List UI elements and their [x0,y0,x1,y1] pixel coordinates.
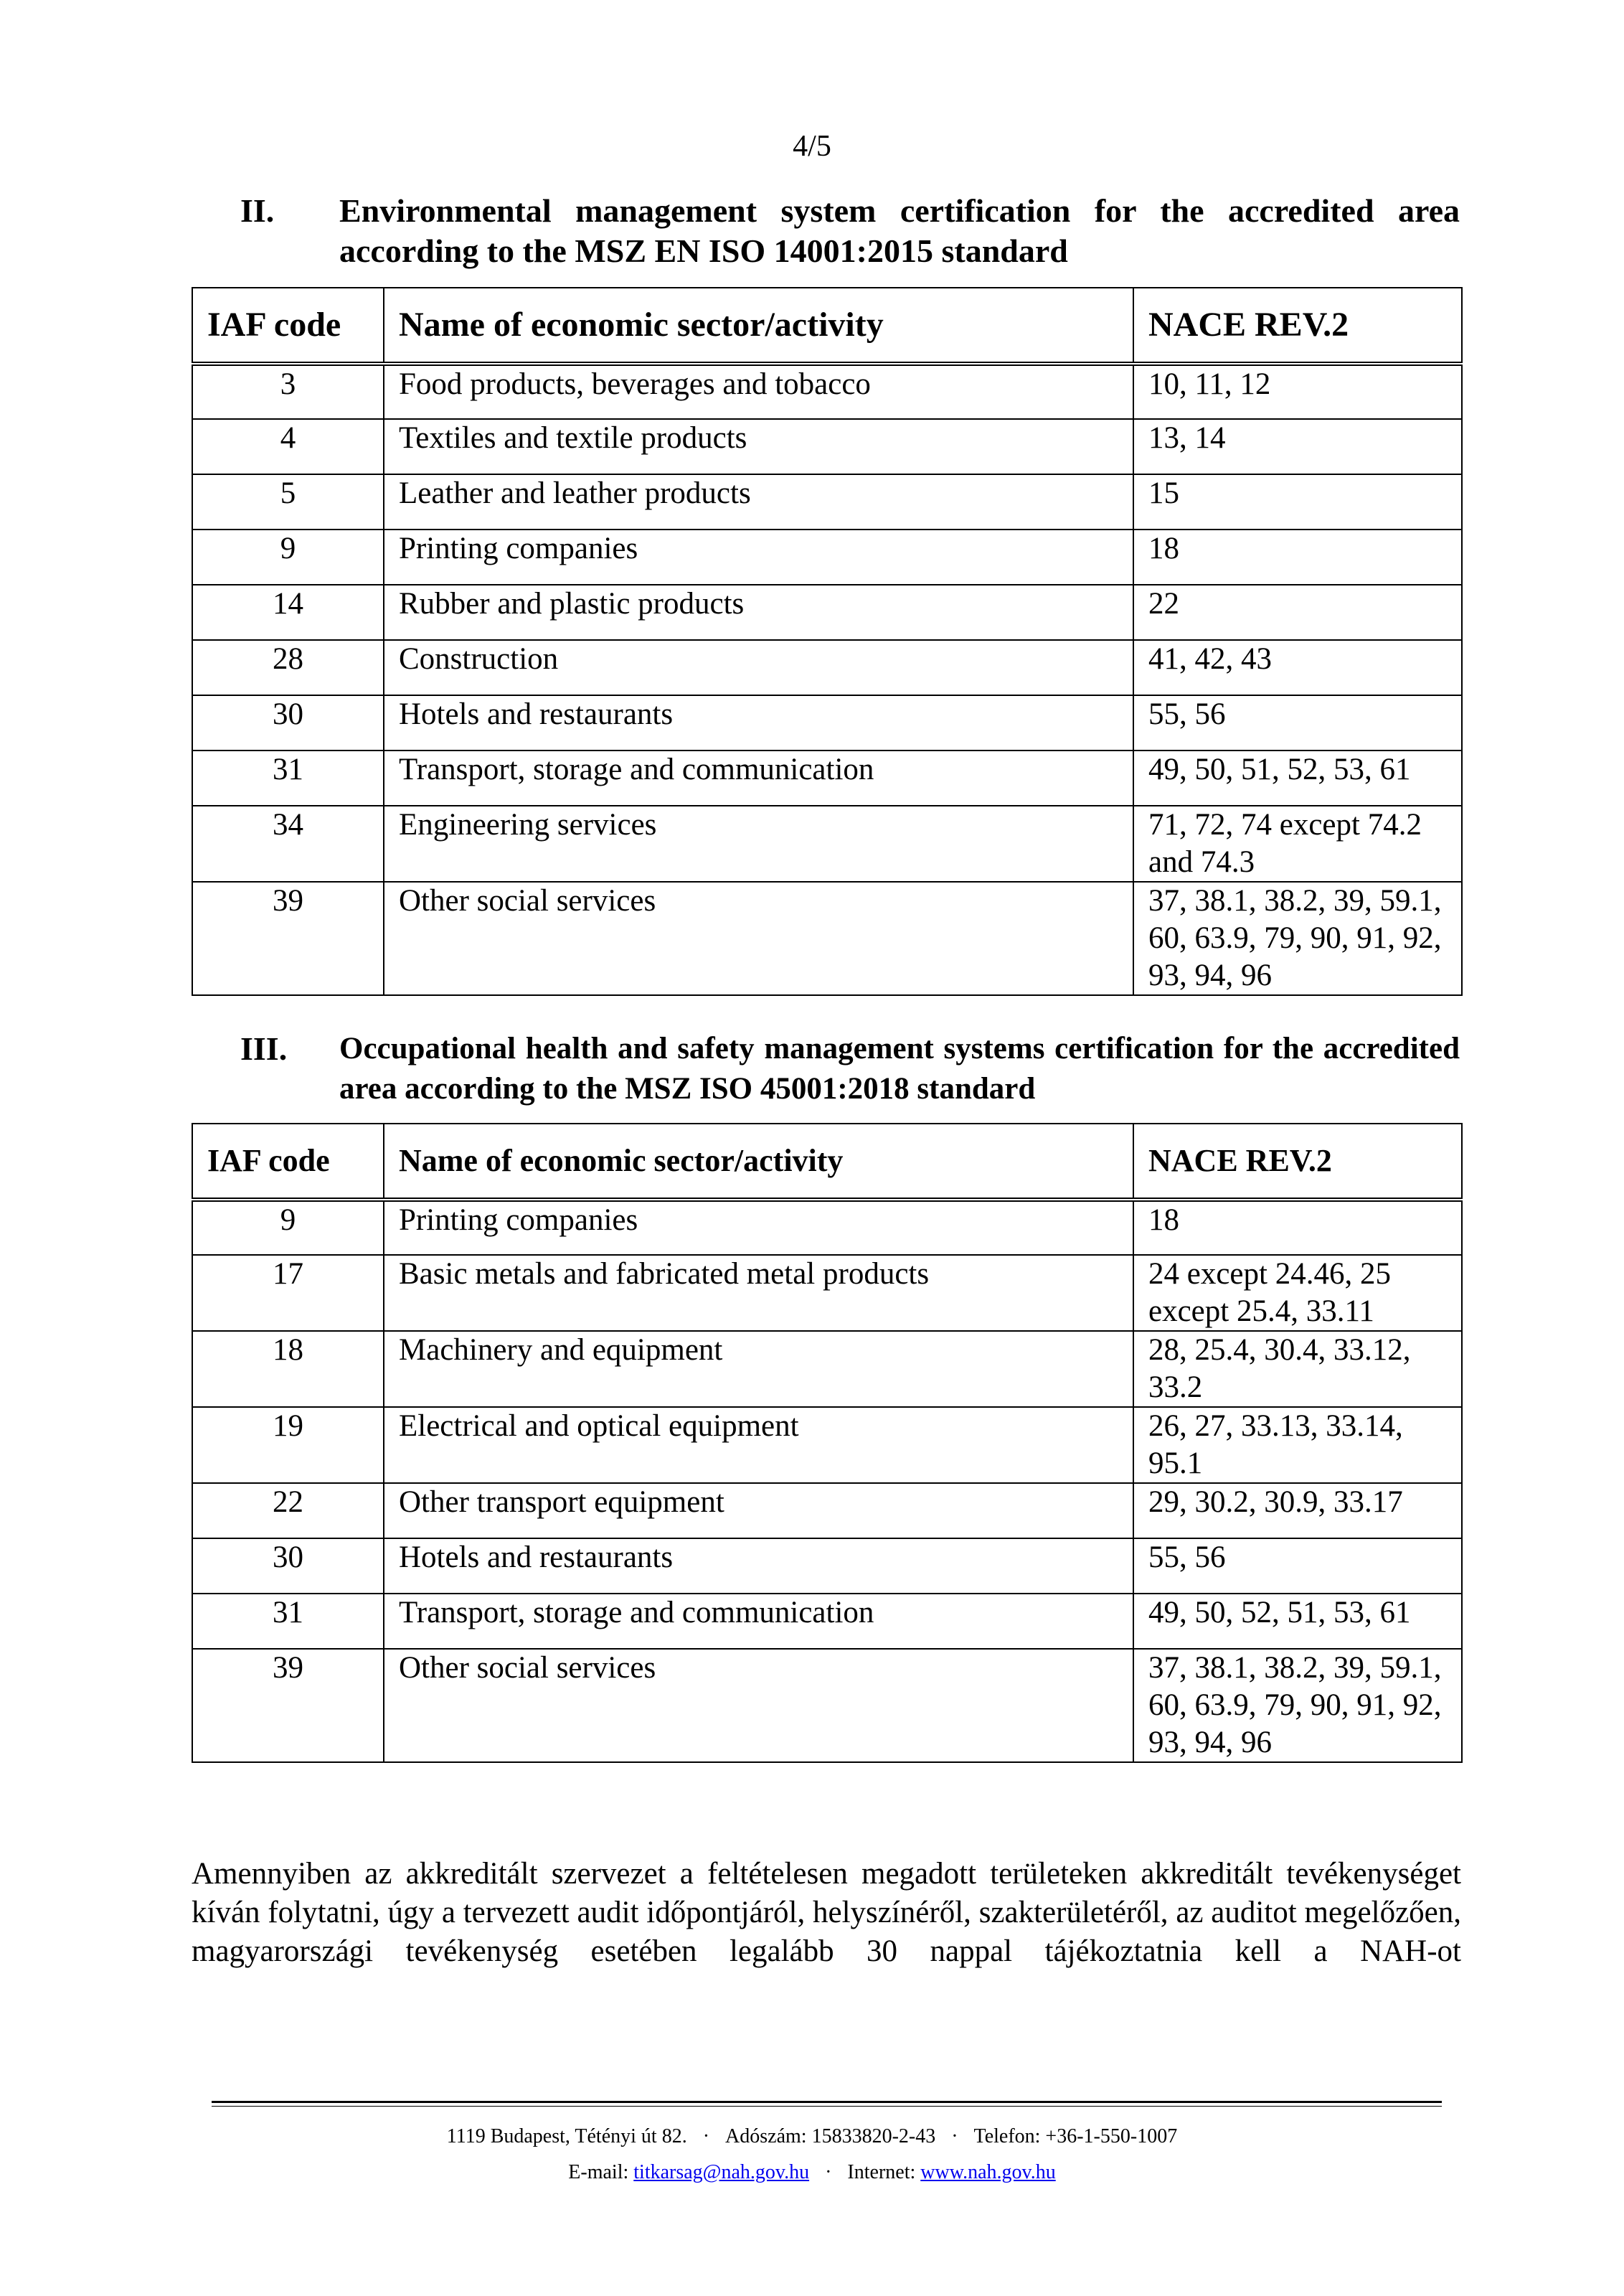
nace-codes-cell: 15 [1133,474,1462,530]
sector-name-cell: Leather and leather products [384,474,1133,530]
nace-codes-cell: 18 [1133,1200,1462,1255]
footer-phone: Telefon: +36-1-550-1007 [973,2125,1178,2147]
iaf-code-cell: 31 [192,751,384,806]
table-header-row [192,1124,1462,1200]
footer-separator: · [825,2161,832,2183]
column-header-sector: Name of economic sector/activity [384,1124,1133,1200]
sector-name-cell: Construction [384,640,1133,695]
iaf-code-cell: 31 [192,1594,384,1649]
page-number: 4/5 [793,130,831,163]
footer-email-label: E-mail: [568,2161,629,2183]
iaf-code-cell: 5 [192,474,384,530]
nace-codes-cell: 41, 42, 43 [1133,640,1462,695]
environmental-scope-table [192,287,1463,996]
table-row [192,751,1462,806]
section-title: Environmental management system certification for the accredited area according to the MSZ EN ISO 14001:2015 standard [339,192,1460,269]
nace-codes-cell: 37, 38.1, 38.2, 39, 59.1, 60, 63.9, 79, 90, 91, 92, 93, 94, 96 [1133,882,1462,995]
footer-divider [212,2101,1442,2107]
ohs-scope-table [192,1123,1463,1763]
sector-name-cell: Printing companies [384,530,1133,585]
sector-name-cell: Other social services [384,1649,1133,1762]
footer-email-link[interactable]: titkarsag@nah.gov.hu [633,2161,810,2183]
iaf-code-cell: 34 [192,806,384,882]
table-body [192,1200,1462,1762]
table-row [192,364,1462,419]
nace-codes-cell: 37, 38.1, 38.2, 39, 59.1, 60, 63.9, 79, 90, 91, 92, 93, 94, 96 [1133,1649,1462,1762]
footer-separator: · [702,2125,710,2147]
footer-website-link[interactable]: www.nah.gov.hu [920,2161,1056,2183]
iaf-code-cell: 28 [192,640,384,695]
column-header-iaf-code: IAF code [192,288,384,364]
table-row [192,1649,1462,1762]
footer-separator: · [951,2125,958,2147]
nace-codes-cell: 10, 11, 12 [1133,364,1462,419]
iaf-code-cell: 18 [192,1331,384,1407]
iaf-code-cell: 39 [192,1649,384,1762]
nace-codes-cell: 28, 25.4, 30.4, 33.12, 33.2 [1133,1331,1462,1407]
table-row [192,882,1462,995]
table-row [192,640,1462,695]
table-row [192,419,1462,474]
iaf-code-cell: 30 [192,1538,384,1594]
footer-internet-label: Internet: [847,2161,916,2183]
sector-name-cell: Hotels and restaurants [384,695,1133,751]
nace-codes-cell: 49, 50, 52, 51, 53, 61 [1133,1594,1462,1649]
table-row [192,1407,1462,1483]
iaf-code-cell: 3 [192,364,384,419]
iaf-code-cell: 39 [192,882,384,995]
sector-name-cell: Basic metals and fabricated metal products [384,1255,1133,1331]
sector-name-cell: Engineering services [384,806,1133,882]
sector-name-cell: Other transport equipment [384,1483,1133,1538]
iaf-code-cell: 9 [192,1200,384,1255]
nace-codes-cell: 29, 30.2, 30.9, 33.17 [1133,1483,1462,1538]
table-row [192,1594,1462,1649]
nace-codes-cell: 26, 27, 33.13, 33.14, 95.1 [1133,1407,1462,1483]
table-row [192,1255,1462,1331]
conditions-paragraph: Amennyiben az akkreditált szervezet a feltételesen megadott területeken akkreditált tevékenységet kíván folytatni, úgy a tervezett audit időpontjáról, helyszínéről, szakterületéről, az auditot megelőzően, magyarországi tevékenység esetében legalább 30 nappal tájékoztatnia kell a NAH-ot [192,1857,1461,1968]
sector-name-cell: Textiles and textile products [384,419,1133,474]
table-row [192,806,1462,882]
table-row [192,585,1462,640]
iaf-code-cell: 19 [192,1407,384,1483]
nace-codes-cell: 55, 56 [1133,695,1462,751]
sector-name-cell: Electrical and optical equipment [384,1407,1133,1483]
iaf-code-cell: 14 [192,585,384,640]
table-row [192,474,1462,530]
table-row [192,1538,1462,1594]
sector-name-cell: Rubber and plastic products [384,585,1133,640]
section-number: II. [240,192,275,229]
iaf-code-cell: 30 [192,695,384,751]
table-row [192,1200,1462,1255]
table-row [192,1331,1462,1407]
footer-contact-line [0,2125,1624,2148]
sector-name-cell: Transport, storage and communication [384,1594,1133,1649]
nace-codes-cell: 22 [1133,585,1462,640]
nace-codes-cell: 24 except 24.46, 25 except 25.4, 33.11 [1133,1255,1462,1331]
iaf-code-cell: 4 [192,419,384,474]
table-row [192,695,1462,751]
iaf-code-cell: 9 [192,530,384,585]
iaf-code-cell: 22 [192,1483,384,1538]
sector-name-cell: Other social services [384,882,1133,995]
nace-codes-cell: 55, 56 [1133,1538,1462,1594]
footer-address: 1119 Budapest, Tétényi út 82. [446,2125,687,2147]
nace-codes-cell: 13, 14 [1133,419,1462,474]
column-header-iaf-code: IAF code [192,1124,384,1200]
column-header-nace: NACE REV.2 [1133,288,1462,364]
sector-name-cell: Machinery and equipment [384,1331,1133,1407]
sector-name-cell: Printing companies [384,1200,1133,1255]
sector-name-cell: Hotels and restaurants [384,1538,1133,1594]
table-header-row [192,288,1462,364]
footer-links-line [0,2161,1624,2184]
footer-tax-number: Adószám: 15833820-2-43 [725,2125,936,2147]
nace-codes-cell: 18 [1133,530,1462,585]
iaf-code-cell: 17 [192,1255,384,1331]
table-body [192,364,1462,995]
column-header-nace: NACE REV.2 [1133,1124,1462,1200]
column-header-sector: Name of economic sector/activity [384,288,1133,364]
sector-name-cell: Transport, storage and communication [384,751,1133,806]
section-number: III. [240,1030,288,1067]
nace-codes-cell: 71, 72, 74 except 74.2 and 74.3 [1133,806,1462,882]
nace-codes-cell: 49, 50, 51, 52, 53, 61 [1133,751,1462,806]
sector-name-cell: Food products, beverages and tobacco [384,364,1133,419]
table-row [192,530,1462,585]
section-title: Occupational health and safety management systems certification for the accredited area according to the MSZ ISO 45001:2018 standard [339,1032,1460,1106]
table-row [192,1483,1462,1538]
